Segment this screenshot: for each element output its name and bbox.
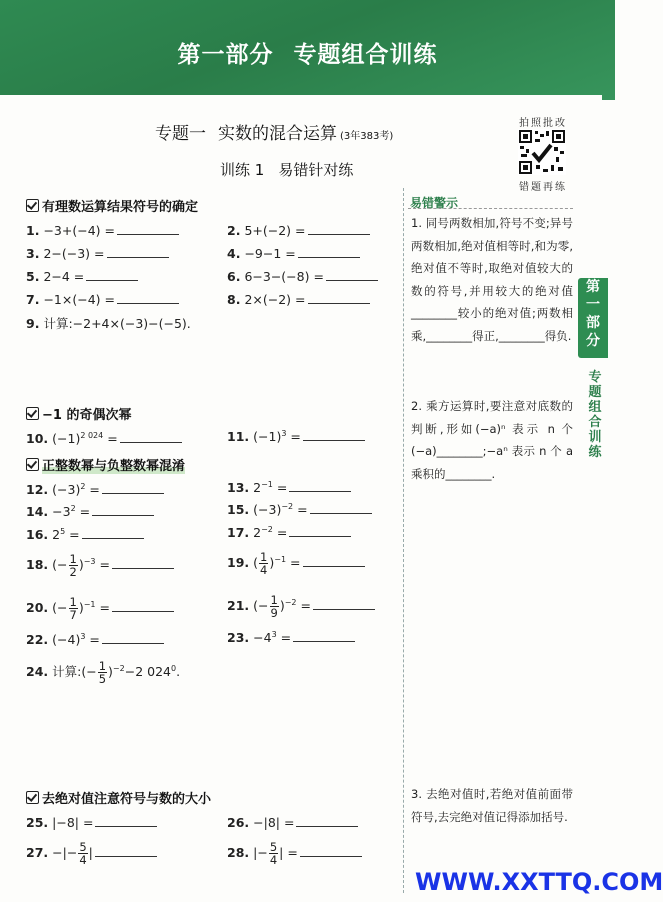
problem-number: 13.	[227, 480, 250, 495]
expression: −|−	[52, 845, 78, 860]
problem-26	[227, 814, 358, 830]
qr-caption-top: 拍照批改	[519, 118, 567, 129]
expression: (−1)	[253, 429, 282, 444]
problem-22	[26, 631, 164, 647]
problem-number: 24.	[26, 664, 49, 679]
answer-blank[interactable]	[313, 597, 375, 610]
expression: 计算:−2+4×(−3)−(−5).	[43, 316, 191, 331]
answer-blank[interactable]	[289, 524, 351, 537]
denominator: 4	[79, 853, 87, 867]
checkbox-icon	[26, 199, 39, 212]
problem-17	[227, 524, 351, 540]
problem-number: 10.	[26, 431, 49, 446]
fraction	[78, 841, 87, 866]
expression: 2×(−2) =	[244, 292, 306, 307]
problem-number: 15.	[227, 502, 250, 517]
denominator: 2	[69, 565, 77, 579]
answer-blank[interactable]	[92, 503, 154, 516]
expression: 2	[253, 480, 262, 495]
problem-28	[227, 841, 362, 866]
problem-number: 26.	[227, 815, 250, 830]
expression: (−1)	[52, 431, 81, 446]
expression: (−4)	[52, 632, 81, 647]
expression: 6−3−(−8) =	[244, 269, 324, 284]
answer-blank[interactable]	[308, 291, 370, 304]
hints-heading-rule	[408, 208, 573, 209]
hint-3: 3. 去绝对值时,若绝对值前面带符号,去完绝对值记得添加括号.	[411, 787, 573, 824]
problem-number: 21.	[227, 598, 250, 613]
problem-number: 7.	[26, 292, 40, 307]
equals-sign: =	[290, 429, 301, 444]
problem-4	[227, 245, 360, 261]
fraction	[69, 553, 78, 578]
denominator: 4	[269, 853, 278, 867]
tab-sub-char: 练	[588, 445, 602, 460]
sign: −	[57, 600, 68, 615]
problem-number: 12.	[26, 482, 49, 497]
numerator: 1	[69, 552, 77, 566]
banner-part: 第一部分	[177, 42, 274, 68]
answer-blank[interactable]	[298, 245, 360, 258]
problem-18: 18. (− $\frac{1}{2}$ )$^{-3}$ =	[26, 553, 174, 578]
problem-number: 3.	[26, 246, 40, 261]
equals-sign: =	[290, 555, 301, 570]
answer-blank[interactable]	[326, 268, 378, 281]
problem-12	[26, 481, 164, 497]
checkbox-icon	[26, 407, 39, 420]
problem-27	[26, 841, 157, 866]
banner-title	[0, 36, 615, 69]
exponent: −3	[83, 556, 96, 566]
equals-sign: =	[99, 600, 110, 615]
fraction	[259, 551, 268, 576]
qr-code-icon[interactable]	[518, 129, 566, 175]
answer-blank[interactable]	[310, 501, 372, 514]
problem-25	[26, 814, 157, 830]
expression: 2−(−3) =	[43, 246, 105, 261]
section-title: 正整数幂与负整数幂混淆	[42, 459, 186, 474]
training-title	[220, 159, 353, 180]
section-heading-3	[26, 455, 185, 474]
exponent: −2	[281, 501, 294, 511]
training-label: 训练 1	[220, 161, 265, 179]
expression: 计算:(−	[52, 664, 97, 679]
expression: 2	[253, 525, 262, 540]
equals-sign: =	[89, 482, 100, 497]
problem-23	[227, 629, 355, 645]
banner-subject: 专题组合训练	[293, 42, 438, 68]
hint-2: 2. 乘方运算时,要注意对底数的判断,形如(−a)ⁿ 表示 n 个(−a)________;−aⁿ 表示 n 个 a 乘积的________.	[411, 399, 573, 481]
problem-21: 21. (− $\frac{1}{9}$ )$^{-2}$ =	[227, 594, 375, 619]
expression: −3	[52, 504, 71, 519]
numerator: 1	[98, 659, 107, 673]
answer-blank[interactable]	[117, 291, 179, 304]
tab-sub-char: 专	[588, 370, 602, 385]
expression: −9−1 =	[244, 246, 296, 261]
answer-blank[interactable]	[120, 430, 182, 443]
problem-6	[227, 268, 378, 284]
tab-sub-char: 训	[588, 430, 602, 445]
tab-sub-char: 组	[588, 400, 602, 415]
problem-number: 8.	[227, 292, 241, 307]
equals-sign: =	[69, 527, 80, 542]
training-name: 易错针对练	[278, 161, 354, 179]
answer-blank[interactable]	[300, 844, 362, 857]
problem-9	[26, 314, 191, 332]
equals-sign: =	[297, 502, 308, 517]
answer-blank[interactable]	[112, 556, 174, 569]
denominator: 7	[69, 608, 77, 622]
tab-sub-char: 题	[588, 385, 602, 400]
numerator: 5	[79, 840, 87, 854]
equals-sign: =	[89, 632, 100, 647]
answer-blank[interactable]	[95, 814, 157, 827]
topic-title	[155, 119, 393, 144]
problem-3	[26, 245, 169, 261]
section-tab	[578, 278, 608, 358]
problem-number: 16.	[26, 527, 49, 542]
fraction	[98, 660, 107, 685]
period: .	[176, 664, 181, 679]
expression: |	[88, 845, 93, 860]
expression: 5+(−2) =	[244, 223, 306, 238]
problem-20: 20. (− $\frac{1}{7}$ )$^{-1}$ =	[26, 596, 174, 621]
problem-15	[227, 501, 372, 517]
hints-heading: 易错警示	[410, 196, 459, 210]
exponent: −1	[83, 599, 96, 609]
exponent: 2 024	[80, 430, 104, 440]
section-title: 去绝对值注意符号与数的大小	[42, 792, 212, 807]
exponent: −2	[112, 663, 125, 673]
fraction	[269, 841, 278, 866]
problem-19: 19. ( $\frac{1}{4}$ )$^{-1}$ =	[227, 551, 365, 576]
denominator: 9	[270, 606, 278, 620]
answer-blank[interactable]	[82, 526, 144, 539]
section-heading-4	[26, 788, 211, 807]
problem-number: 22.	[26, 632, 49, 647]
equals-sign: =	[99, 557, 110, 572]
checkbox-icon	[26, 791, 39, 804]
problem-number: 11.	[227, 429, 250, 444]
watermark-logo[interactable]: WWW.XXTTQ.COM	[415, 868, 663, 896]
exponent: −1	[274, 554, 287, 564]
problem-number: 5.	[26, 269, 40, 284]
denominator: 4	[260, 563, 268, 577]
expression: −|8| =	[253, 815, 295, 830]
answer-blank[interactable]	[296, 814, 358, 827]
topic-note: (3年383考)	[340, 131, 394, 142]
expression: |−8| =	[52, 815, 94, 830]
expression: −4	[253, 630, 272, 645]
hint-1: 1. 同号两数相加,符号不变;异号两数相加,绝对值相等时,和为零,绝对值不等时,取绝对值较大的数的符号,并用较大的绝对值________较小的绝对值;两数相乘,________得正,________得负.	[411, 216, 573, 343]
expression: 2	[52, 527, 61, 542]
tab-char: 第	[586, 279, 600, 295]
section-heading-2	[26, 404, 131, 423]
problem-number: 2.	[227, 223, 241, 238]
problem-number: 23.	[227, 630, 250, 645]
tab-char: 一	[586, 297, 600, 313]
numerator: 1	[69, 595, 77, 609]
problem-number: 18.	[26, 557, 49, 572]
answer-blank[interactable]	[308, 222, 370, 235]
topic-label: 专题一	[155, 124, 206, 144]
answer-blank[interactable]	[303, 428, 365, 441]
problem-number: 25.	[26, 815, 49, 830]
problem-number: 9.	[26, 316, 40, 331]
fraction	[270, 594, 279, 619]
denominator: 5	[98, 672, 107, 686]
equals-sign: =	[79, 504, 91, 519]
problem-1	[26, 222, 179, 238]
section-heading-1	[26, 196, 198, 215]
problem-number: 6.	[227, 269, 241, 284]
topic-name: 实数的混合运算	[218, 124, 337, 144]
problem-24: 24. 计算:(− $\frac{1}{5}$ )$^{-2}$−2 $024^0$.	[26, 659, 181, 686]
problem-number: 17.	[227, 525, 250, 540]
qr-caption-bottom: 错题再练	[519, 182, 567, 193]
exponent: −1	[261, 479, 273, 489]
problem-number: 1.	[26, 223, 40, 238]
answer-blank[interactable]	[102, 631, 164, 644]
tab-sub-char: 合	[588, 415, 602, 430]
exponent: −2	[284, 597, 297, 607]
expression: 2−4 =	[43, 269, 85, 284]
tab-subtitle	[586, 370, 604, 460]
answer-blank[interactable]	[289, 479, 351, 492]
problem-number: 19.	[227, 555, 250, 570]
equals-sign: =	[280, 630, 292, 645]
checkbox-icon	[26, 458, 39, 471]
problem-14	[26, 503, 154, 519]
problem-2	[227, 222, 370, 238]
exponent: 3	[281, 428, 287, 438]
exponent: 2	[70, 503, 76, 513]
problem-number: 14.	[26, 504, 49, 519]
equals-sign: =	[276, 525, 288, 540]
exponent: 5	[60, 526, 66, 536]
column-divider	[403, 188, 404, 893]
equals-sign: =	[107, 431, 118, 446]
sign: −	[258, 598, 269, 613]
answer-blank[interactable]	[112, 599, 174, 612]
answer-blank[interactable]	[86, 268, 138, 281]
numerator: 1	[270, 593, 278, 607]
section-title: −1 的奇偶次幂	[42, 408, 132, 423]
problem-13	[227, 479, 351, 495]
exponent: 3	[271, 629, 277, 639]
problem-number: 27.	[26, 845, 49, 860]
fraction	[69, 596, 78, 621]
tab-char: 部	[586, 315, 600, 331]
expression: (−3)	[52, 482, 81, 497]
problem-number: 20.	[26, 600, 49, 615]
problem-16	[26, 526, 144, 542]
numerator: 5	[269, 840, 278, 854]
answer-blank[interactable]	[107, 245, 169, 258]
sign: −	[57, 557, 68, 572]
problem-11	[227, 428, 365, 444]
header-banner	[0, 0, 615, 100]
exponent: 3	[80, 631, 86, 641]
expression: | =	[279, 845, 298, 860]
problem-number: 28.	[227, 845, 250, 860]
problem-number: 4.	[227, 246, 241, 261]
answer-blank[interactable]	[102, 481, 164, 494]
problem-7	[26, 291, 179, 307]
answer-blank[interactable]	[293, 629, 355, 642]
problem-5	[26, 268, 138, 284]
exponent: −2	[261, 524, 273, 534]
problem-10	[26, 430, 182, 446]
expression: (−3)	[253, 502, 282, 517]
numerator: 1	[260, 550, 268, 564]
section-title: 有理数运算结果符号的确定	[42, 200, 199, 215]
expression: −2 024	[124, 664, 171, 679]
expression: |−	[253, 845, 268, 860]
answer-blank[interactable]	[117, 222, 179, 235]
tab-char: 分	[586, 333, 600, 349]
equals-sign: =	[276, 480, 288, 495]
answer-blank[interactable]	[303, 554, 365, 567]
equals-sign: =	[300, 598, 311, 613]
problem-8	[227, 291, 370, 307]
exponent: 0	[170, 663, 177, 673]
exponent: 2	[80, 481, 86, 491]
answer-blank[interactable]	[95, 844, 157, 857]
expression: −3+(−4) =	[43, 223, 115, 238]
expression: −1×(−4) =	[43, 292, 115, 307]
